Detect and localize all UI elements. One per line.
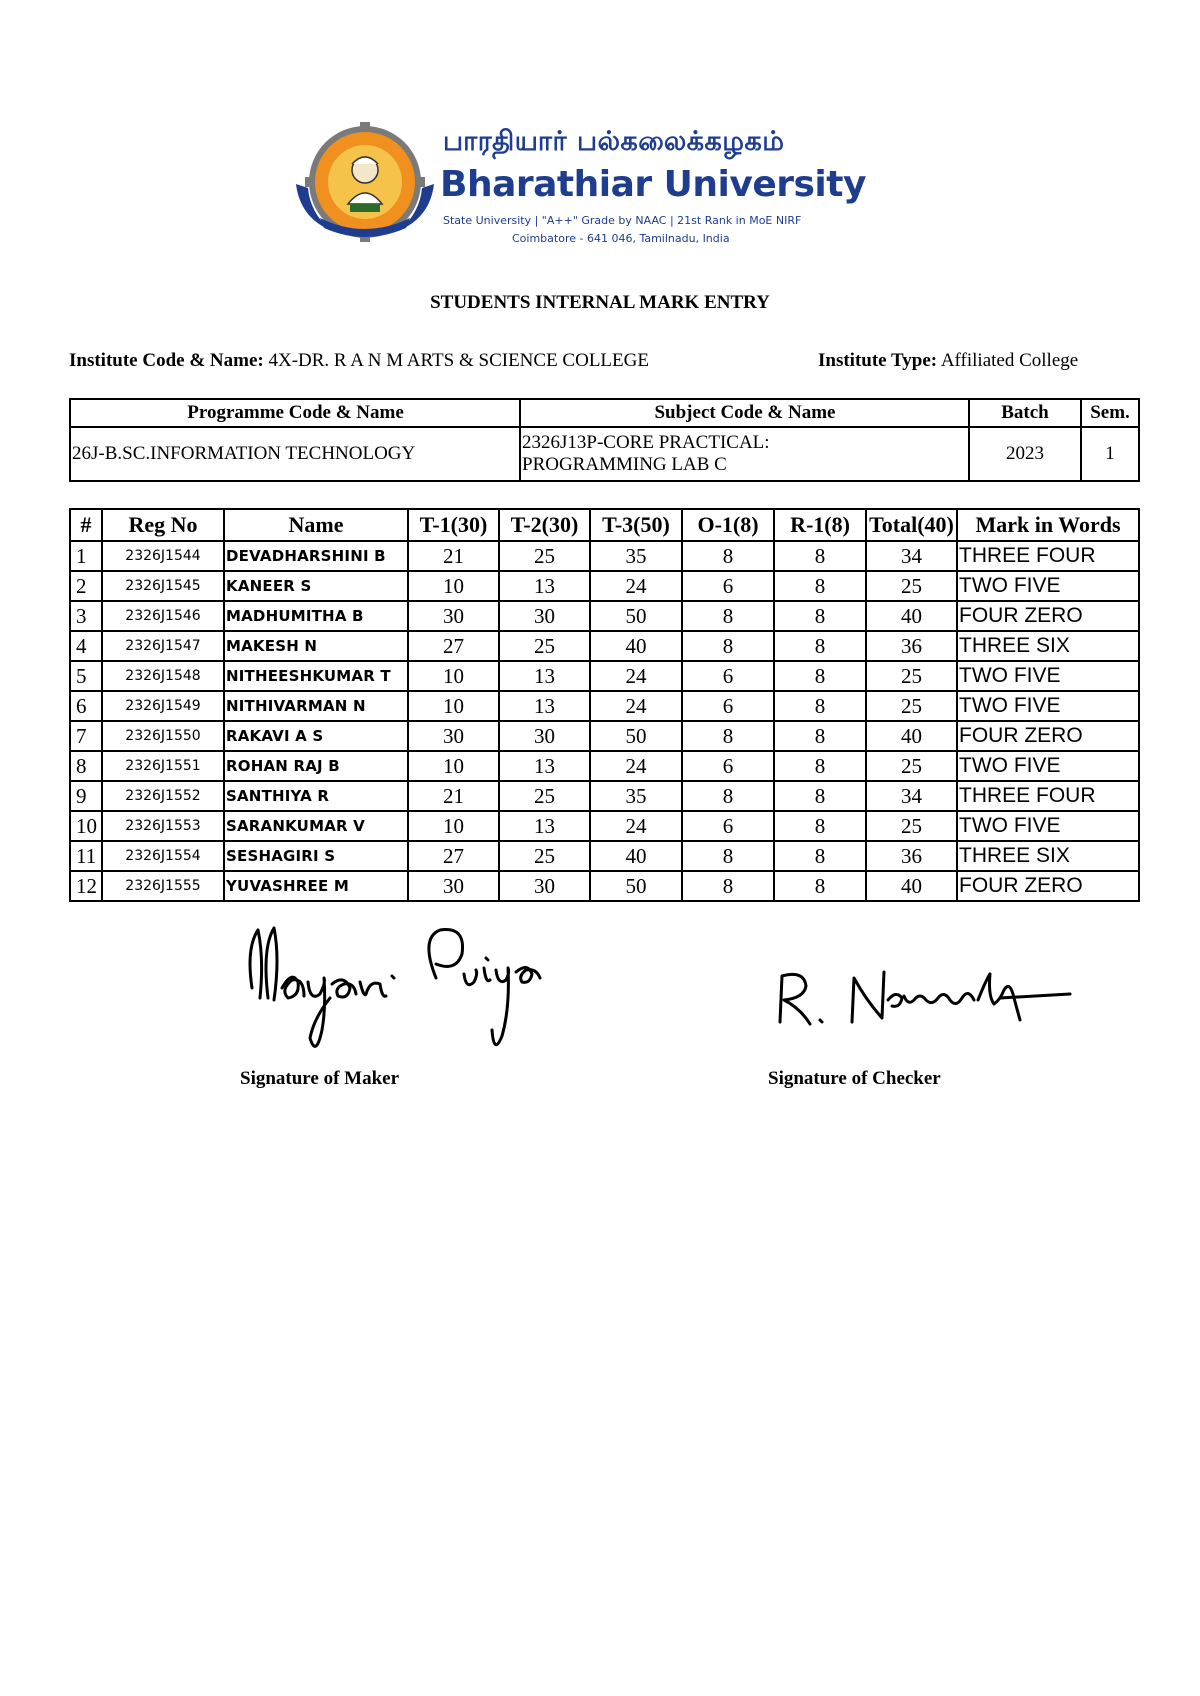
o1-header: O-1(8) (682, 509, 774, 541)
t1-cell: 10 (408, 571, 499, 601)
marks-table (69, 508, 1140, 902)
r1-cell: 8 (774, 721, 866, 751)
serial-cell: 2 (70, 571, 102, 601)
name-header: Name (224, 509, 408, 541)
t2-cell: 13 (499, 571, 590, 601)
r1-cell: 8 (774, 871, 866, 901)
total-cell: 25 (866, 691, 957, 721)
t1-cell: 10 (408, 661, 499, 691)
reg-no-cell: 2326J1555 (102, 871, 224, 901)
serial-cell: 10 (70, 811, 102, 841)
university-location: Coimbatore - 641 046, Tamilnadu, India (512, 232, 730, 245)
student-name-cell: RAKAVI A S (224, 721, 408, 751)
total-cell: 25 (866, 751, 957, 781)
o1-cell: 8 (682, 631, 774, 661)
t3-cell: 35 (590, 781, 682, 811)
total-cell: 34 (866, 781, 957, 811)
student-name-cell: KANEER S (224, 571, 408, 601)
marks-table-body (70, 541, 1139, 901)
o1-cell: 8 (682, 841, 774, 871)
o1-cell: 8 (682, 871, 774, 901)
student-name-cell: NITHIVARMAN N (224, 691, 408, 721)
programme-table-row (70, 427, 1139, 481)
t2-cell: 13 (499, 751, 590, 781)
batch-value: 2023 (969, 427, 1081, 481)
t1-header: T-1(30) (408, 509, 499, 541)
reg-no-cell: 2326J1546 (102, 601, 224, 631)
reg-no-cell: 2326J1553 (102, 811, 224, 841)
r1-cell: 8 (774, 631, 866, 661)
mark-in-words-cell: TWO FIVE (957, 691, 1139, 721)
t3-cell: 24 (590, 691, 682, 721)
t3-cell: 40 (590, 631, 682, 661)
r1-cell: 8 (774, 751, 866, 781)
reg-no-cell: 2326J1552 (102, 781, 224, 811)
total-cell: 25 (866, 571, 957, 601)
t3-cell: 24 (590, 751, 682, 781)
university-logo (290, 122, 440, 246)
student-name-cell: NITHEESHKUMAR T (224, 661, 408, 691)
mark-in-words-header: Mark in Words (957, 509, 1139, 541)
serial-cell: 9 (70, 781, 102, 811)
table-row (70, 691, 1139, 721)
o1-cell: 6 (682, 571, 774, 601)
institute-type-label: Institute Type: (818, 350, 938, 371)
student-name-cell: YUVASHREE M (224, 871, 408, 901)
batch-header: Batch (969, 399, 1081, 427)
mark-in-words-cell: THREE SIX (957, 631, 1139, 661)
reg-no-cell: 2326J1545 (102, 571, 224, 601)
mark-in-words-cell: TWO FIVE (957, 571, 1139, 601)
mark-in-words-cell: THREE FOUR (957, 781, 1139, 811)
student-name-cell: MAKESH N (224, 631, 408, 661)
serial-header: # (70, 509, 102, 541)
o1-cell: 8 (682, 721, 774, 751)
table-row (70, 541, 1139, 571)
r1-cell: 8 (774, 661, 866, 691)
reg-no-cell: 2326J1551 (102, 751, 224, 781)
table-row (70, 661, 1139, 691)
t1-cell: 30 (408, 721, 499, 751)
r1-header: R-1(8) (774, 509, 866, 541)
t3-cell: 24 (590, 571, 682, 601)
institute-type (818, 350, 1078, 372)
r1-cell: 8 (774, 781, 866, 811)
table-row (70, 871, 1139, 901)
table-row (70, 631, 1139, 661)
t1-cell: 10 (408, 691, 499, 721)
table-row (70, 751, 1139, 781)
t3-cell: 50 (590, 601, 682, 631)
serial-cell: 6 (70, 691, 102, 721)
institute-type-value: Affiliated College (940, 350, 1079, 371)
t1-cell: 30 (408, 601, 499, 631)
table-row (70, 721, 1139, 751)
student-name-cell: SARANKUMAR V (224, 811, 408, 841)
t3-header: T-3(50) (590, 509, 682, 541)
student-name-cell: SESHAGIRI S (224, 841, 408, 871)
sem-value: 1 (1081, 427, 1139, 481)
subject-line-1: 2326J13P-CORE PRACTICAL: (522, 432, 770, 453)
university-name: Bharathiar University (440, 164, 866, 205)
t3-cell: 50 (590, 871, 682, 901)
reg-no-cell: 2326J1554 (102, 841, 224, 871)
total-cell: 25 (866, 661, 957, 691)
serial-cell: 12 (70, 871, 102, 901)
t2-cell: 13 (499, 691, 590, 721)
sem-header: Sem. (1081, 399, 1139, 427)
programme-value: 26J-B.SC.INFORMATION TECHNOLOGY (70, 427, 520, 481)
reg-no-cell: 2326J1547 (102, 631, 224, 661)
t1-cell: 27 (408, 841, 499, 871)
o1-cell: 6 (682, 811, 774, 841)
mark-in-words-cell: FOUR ZERO (957, 871, 1139, 901)
student-name-cell: ROHAN RAJ B (224, 751, 408, 781)
table-row (70, 601, 1139, 631)
subject-header: Subject Code & Name (520, 399, 969, 427)
total-header: Total(40) (866, 509, 957, 541)
total-cell: 34 (866, 541, 957, 571)
t3-cell: 24 (590, 661, 682, 691)
r1-cell: 8 (774, 691, 866, 721)
t1-cell: 10 (408, 811, 499, 841)
mark-in-words-cell: FOUR ZERO (957, 601, 1139, 631)
t1-cell: 30 (408, 871, 499, 901)
t3-cell: 35 (590, 541, 682, 571)
t3-cell: 50 (590, 721, 682, 751)
r1-cell: 8 (774, 841, 866, 871)
serial-cell: 1 (70, 541, 102, 571)
serial-cell: 11 (70, 841, 102, 871)
mark-in-words-cell: TWO FIVE (957, 751, 1139, 781)
reg-no-cell: 2326J1549 (102, 691, 224, 721)
institute-code-name (69, 350, 649, 372)
maker-signature (240, 918, 570, 1068)
t2-cell: 25 (499, 541, 590, 571)
t2-cell: 25 (499, 781, 590, 811)
r1-cell: 8 (774, 541, 866, 571)
total-cell: 40 (866, 871, 957, 901)
t2-cell: 30 (499, 871, 590, 901)
university-header (290, 122, 866, 250)
r1-cell: 8 (774, 601, 866, 631)
student-name-cell: DEVADHARSHINI B (224, 541, 408, 571)
t2-cell: 25 (499, 631, 590, 661)
serial-cell: 8 (70, 751, 102, 781)
t1-cell: 10 (408, 751, 499, 781)
table-row (70, 841, 1139, 871)
mark-in-words-cell: THREE FOUR (957, 541, 1139, 571)
serial-cell: 3 (70, 601, 102, 631)
t1-cell: 21 (408, 781, 499, 811)
university-tagline: State University | "A++" Grade by NAAC | 21st Rank in MoE NIRF (443, 214, 802, 227)
total-cell: 36 (866, 841, 957, 871)
t3-cell: 40 (590, 841, 682, 871)
checker-signature (770, 960, 1100, 1040)
student-name-cell: MADHUMITHA B (224, 601, 408, 631)
t2-cell: 25 (499, 841, 590, 871)
reg-no-cell: 2326J1544 (102, 541, 224, 571)
programme-table (69, 398, 1140, 482)
o1-cell: 8 (682, 541, 774, 571)
r1-cell: 8 (774, 571, 866, 601)
subject-value (520, 427, 969, 481)
marks-table-header (70, 509, 1139, 541)
mark-in-words-cell: TWO FIVE (957, 811, 1139, 841)
t2-cell: 13 (499, 661, 590, 691)
o1-cell: 6 (682, 661, 774, 691)
subject-line-2: PROGRAMMING LAB C (522, 454, 727, 475)
institute-code-name-value: 4X-DR. R A N M ARTS & SCIENCE COLLEGE (268, 350, 649, 371)
table-row (70, 781, 1139, 811)
serial-cell: 4 (70, 631, 102, 661)
t1-cell: 27 (408, 631, 499, 661)
r1-cell: 8 (774, 811, 866, 841)
table-row (70, 571, 1139, 601)
t2-cell: 30 (499, 601, 590, 631)
mark-in-words-cell: FOUR ZERO (957, 721, 1139, 751)
t1-cell: 21 (408, 541, 499, 571)
programme-header: Programme Code & Name (70, 399, 520, 427)
t2-cell: 30 (499, 721, 590, 751)
t3-cell: 24 (590, 811, 682, 841)
mark-in-words-cell: TWO FIVE (957, 661, 1139, 691)
total-cell: 25 (866, 811, 957, 841)
student-name-cell: SANTHIYA R (224, 781, 408, 811)
serial-cell: 5 (70, 661, 102, 691)
serial-cell: 7 (70, 721, 102, 751)
institute-code-name-label: Institute Code & Name: (69, 350, 264, 371)
maker-signature-label: Signature of Maker (240, 1068, 400, 1089)
total-cell: 36 (866, 631, 957, 661)
total-cell: 40 (866, 601, 957, 631)
mark-in-words-cell: THREE SIX (957, 841, 1139, 871)
checker-signature-label: Signature of Checker (768, 1068, 941, 1089)
o1-cell: 6 (682, 751, 774, 781)
reg-no-header: Reg No (102, 509, 224, 541)
university-name-tamil: பாரதியார் பல்கலைக்கழகம் (443, 126, 785, 157)
t2-header: T-2(30) (499, 509, 590, 541)
table-row (70, 811, 1139, 841)
t2-cell: 13 (499, 811, 590, 841)
document-title: STUDENTS INTERNAL MARK ENTRY (430, 292, 770, 313)
reg-no-cell: 2326J1550 (102, 721, 224, 751)
o1-cell: 8 (682, 601, 774, 631)
reg-no-cell: 2326J1548 (102, 661, 224, 691)
total-cell: 40 (866, 721, 957, 751)
o1-cell: 8 (682, 781, 774, 811)
o1-cell: 6 (682, 691, 774, 721)
programme-table-header (70, 399, 1139, 427)
